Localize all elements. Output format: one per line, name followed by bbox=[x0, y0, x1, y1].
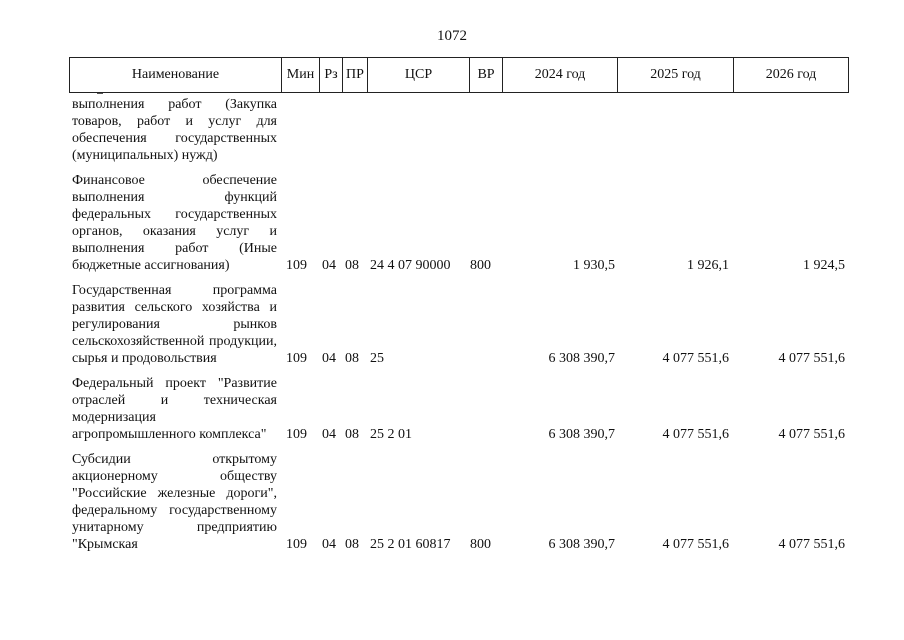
table-body bbox=[0, 96, 904, 561]
row-2025: 1 926,1 bbox=[687, 258, 729, 273]
table-row bbox=[0, 375, 904, 443]
row-min: 109 bbox=[286, 351, 307, 366]
row-min: 109 bbox=[286, 427, 307, 442]
row-2026: 4 077 551,6 bbox=[778, 351, 845, 366]
row-2025: 4 077 551,6 bbox=[662, 427, 729, 442]
row-pr: 08 bbox=[345, 537, 359, 552]
row-2026: 1 924,5 bbox=[803, 258, 845, 273]
row-csr: 25 2 01 bbox=[370, 427, 412, 442]
table-row bbox=[0, 172, 904, 274]
row-name: Федеральный проект "Развитие отраслей и техническая модернизация агропромышленного комплекса" bbox=[72, 376, 277, 442]
row-2024: 6 308 390,7 bbox=[548, 427, 615, 442]
row-csr: 25 2 01 60817 bbox=[370, 537, 451, 552]
row-pr: 08 bbox=[345, 258, 359, 273]
header-name: Наименование bbox=[70, 58, 282, 92]
header-2025: 2025 год bbox=[618, 58, 734, 92]
table-row bbox=[0, 282, 904, 367]
row-pr: 08 bbox=[345, 427, 359, 442]
header-rz: Рз bbox=[320, 58, 343, 92]
row-rz: 04 bbox=[322, 537, 336, 552]
row-csr: 25 bbox=[370, 351, 384, 366]
row-min: 109 bbox=[286, 537, 307, 552]
row-2024: 6 308 390,7 bbox=[548, 351, 615, 366]
row-rz: 04 bbox=[322, 351, 336, 366]
row-pr: 08 bbox=[345, 351, 359, 366]
table-header bbox=[69, 57, 849, 93]
row-rz: 04 bbox=[322, 258, 336, 273]
row-name: Субсидии открытому акционерному обществу "Российские железные дороги", федеральному государственному унитарному предприятию "Крымская bbox=[72, 452, 277, 552]
header-csr: ЦСР bbox=[368, 58, 470, 92]
header-2026: 2026 год bbox=[765, 67, 817, 82]
row-name: Финансовое обеспечение выполнения функций федеральных государственных органов, оказания услуг и выполнения работ (Иные бюджетные ассигнования) bbox=[72, 173, 277, 273]
row-min: 109 bbox=[286, 258, 307, 273]
table-row bbox=[0, 451, 904, 553]
row-name: Государственная программа развития сельского хозяйства и регулирования рынков сельскохозяйственной продукции, сырья и продовольствия bbox=[72, 283, 277, 366]
row-csr: 24 4 07 90000 bbox=[370, 258, 451, 273]
row-2024: 6 308 390,7 bbox=[548, 537, 615, 552]
row-2026: 4 077 551,6 bbox=[778, 537, 845, 552]
row-2025: 4 077 551,6 bbox=[662, 351, 729, 366]
row-vr: 800 bbox=[470, 258, 491, 273]
row-rz: 04 bbox=[322, 427, 336, 442]
header-2024: 2024 год bbox=[503, 58, 618, 92]
row-vr: 800 bbox=[470, 537, 491, 552]
header-vr: ВР bbox=[470, 58, 503, 92]
row-2024: 1 930,5 bbox=[573, 258, 615, 273]
continuation-mark bbox=[97, 93, 103, 94]
header-min: Мин bbox=[282, 58, 320, 92]
row-name: выполнения работ (Закупка товаров, работ и услуг для обеспечения государственных (муниципальных) нужд) bbox=[72, 97, 277, 163]
table-row bbox=[0, 96, 904, 164]
header-pr: ПР bbox=[343, 58, 368, 92]
page-number: 1072 bbox=[437, 28, 467, 44]
row-2025: 4 077 551,6 bbox=[662, 537, 729, 552]
row-2026: 4 077 551,6 bbox=[778, 427, 845, 442]
